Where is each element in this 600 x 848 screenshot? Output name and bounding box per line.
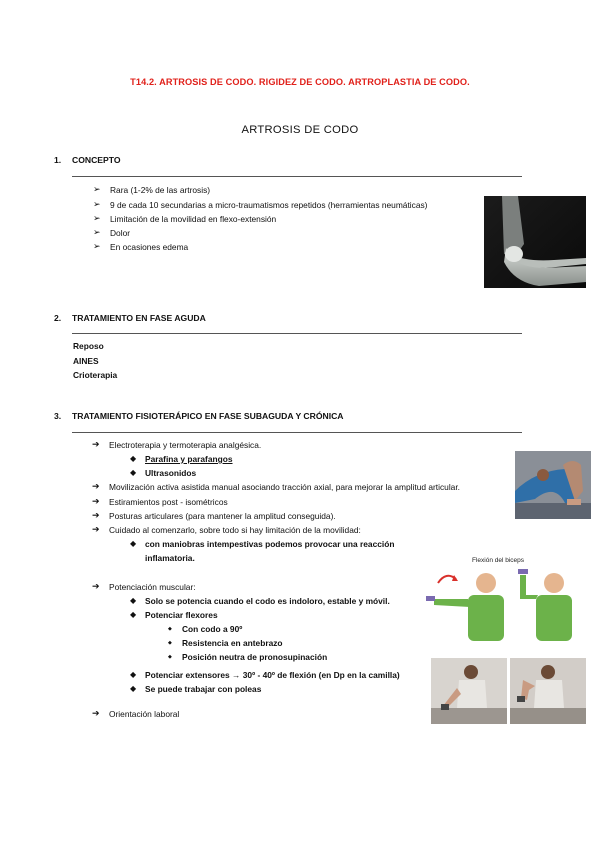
- biceps-flexion-figure: [420, 555, 580, 641]
- arrow-right-icon: ➔: [92, 439, 100, 449]
- arrowhead-icon: ➢: [93, 213, 101, 223]
- arrow-right-icon: ➔: [92, 510, 100, 520]
- list-item: Estiramientos post - isométricos: [109, 497, 228, 507]
- document-title: T14.2. ARTROSIS DE CODO. RIGIDEZ DE CODO. ARTROPLASTIA DE CODO.: [130, 77, 470, 87]
- section-3-rule: [72, 432, 522, 433]
- list-item: 9 de cada 10 secundarias a micro-traumatismos repetidos (herramientas neumáticas): [110, 200, 428, 210]
- arrow-right-icon: ➔: [92, 708, 100, 718]
- list-item: Cuidado al comenzarlo, sobre todo si hay limitación de la movilidad:: [109, 525, 361, 535]
- list-item: Electroterapia y termoterapia analgésica.: [109, 440, 262, 450]
- section-1-title: CONCEPTO: [72, 155, 121, 165]
- list-item: Potenciar flexores: [145, 610, 218, 620]
- small-diamond-bullet-icon: ◆: [168, 640, 172, 646]
- list-item: AINES: [73, 356, 99, 366]
- diamond-bullet-icon: ◆: [130, 468, 137, 477]
- list-item: Potenciación muscular:: [109, 582, 196, 592]
- list-item: Ultrasonidos: [145, 468, 197, 478]
- list-item: Crioterapia: [73, 370, 118, 380]
- section-1-rule: [72, 176, 522, 177]
- diamond-bullet-icon: ◆: [130, 539, 137, 548]
- section-3-title: TRATAMIENTO FISIOTERÁPICO EN FASE SUBAGUDA Y CRÓNICA: [72, 411, 344, 421]
- list-item: Posición neutra de pronosupinación: [182, 652, 328, 662]
- section-2-number: 2.: [54, 313, 62, 323]
- list-item: Potenciar extensores → 30º - 40º de flexión (en Dp en la camilla): [145, 670, 400, 680]
- list-item: Se puede trabajar con poleas: [145, 684, 262, 694]
- list-item: Limitación de la movilidad en flexo-extensión: [110, 214, 277, 224]
- list-item: con maniobras intempestivas podemos provocar una reacción: [145, 539, 395, 549]
- section-1-number: 1.: [54, 155, 62, 165]
- arrow-right-icon: ➔: [92, 524, 100, 534]
- list-item: Con codo a 90º: [182, 624, 243, 634]
- arrowhead-icon: ➢: [93, 241, 101, 251]
- diamond-bullet-icon: ◆: [130, 454, 137, 463]
- list-item: En ocasiones edema: [110, 242, 189, 252]
- diamond-bullet-icon: ◆: [130, 670, 137, 679]
- list-item: Orientación laboral: [109, 709, 180, 719]
- arrow-right-icon: ➔: [92, 581, 100, 591]
- list-item: Posturas articulares (para mantener la amplitud conseguida).: [109, 511, 336, 521]
- small-diamond-bullet-icon: ◆: [168, 626, 172, 632]
- list-item: Rara (1-2% de las artrosis): [110, 185, 211, 195]
- arrow-right-icon: ➔: [92, 496, 100, 506]
- arrowhead-icon: ➢: [93, 199, 101, 209]
- extensor-exercise-photos: [431, 658, 586, 724]
- list-item: Dolor: [110, 228, 131, 238]
- elbow-xray-image: [484, 196, 586, 288]
- small-diamond-bullet-icon: ◆: [168, 654, 172, 660]
- section-2-title: TRATAMIENTO EN FASE AGUDA: [72, 313, 206, 323]
- list-item: Resistencia en antebrazo: [182, 638, 283, 648]
- list-item-continuation: inflamatoria.: [145, 553, 195, 563]
- section-3-number: 3.: [54, 411, 62, 421]
- list-item: Movilización activa asistida manual asociando tracción axial, para mejorar la amplitud articular.: [109, 482, 460, 492]
- diamond-bullet-icon: ◆: [130, 596, 137, 605]
- arrowhead-icon: ➢: [93, 227, 101, 237]
- arrow-right-icon: ➔: [92, 481, 100, 491]
- biceps-figure-caption: Flexión del biceps: [472, 557, 525, 564]
- list-item: Parafina y parafangos: [145, 454, 233, 464]
- list-item: Solo se potencia cuando el codo es indoloro, estable y móvil.: [145, 596, 390, 606]
- section-2-rule: [72, 333, 522, 334]
- stretching-photo: [515, 451, 591, 519]
- arrowhead-icon: ➢: [93, 184, 101, 194]
- diamond-bullet-icon: ◆: [130, 610, 137, 619]
- list-item: Reposo: [73, 341, 104, 351]
- main-heading: ARTROSIS DE CODO: [241, 124, 359, 136]
- diamond-bullet-icon: ◆: [130, 684, 137, 693]
